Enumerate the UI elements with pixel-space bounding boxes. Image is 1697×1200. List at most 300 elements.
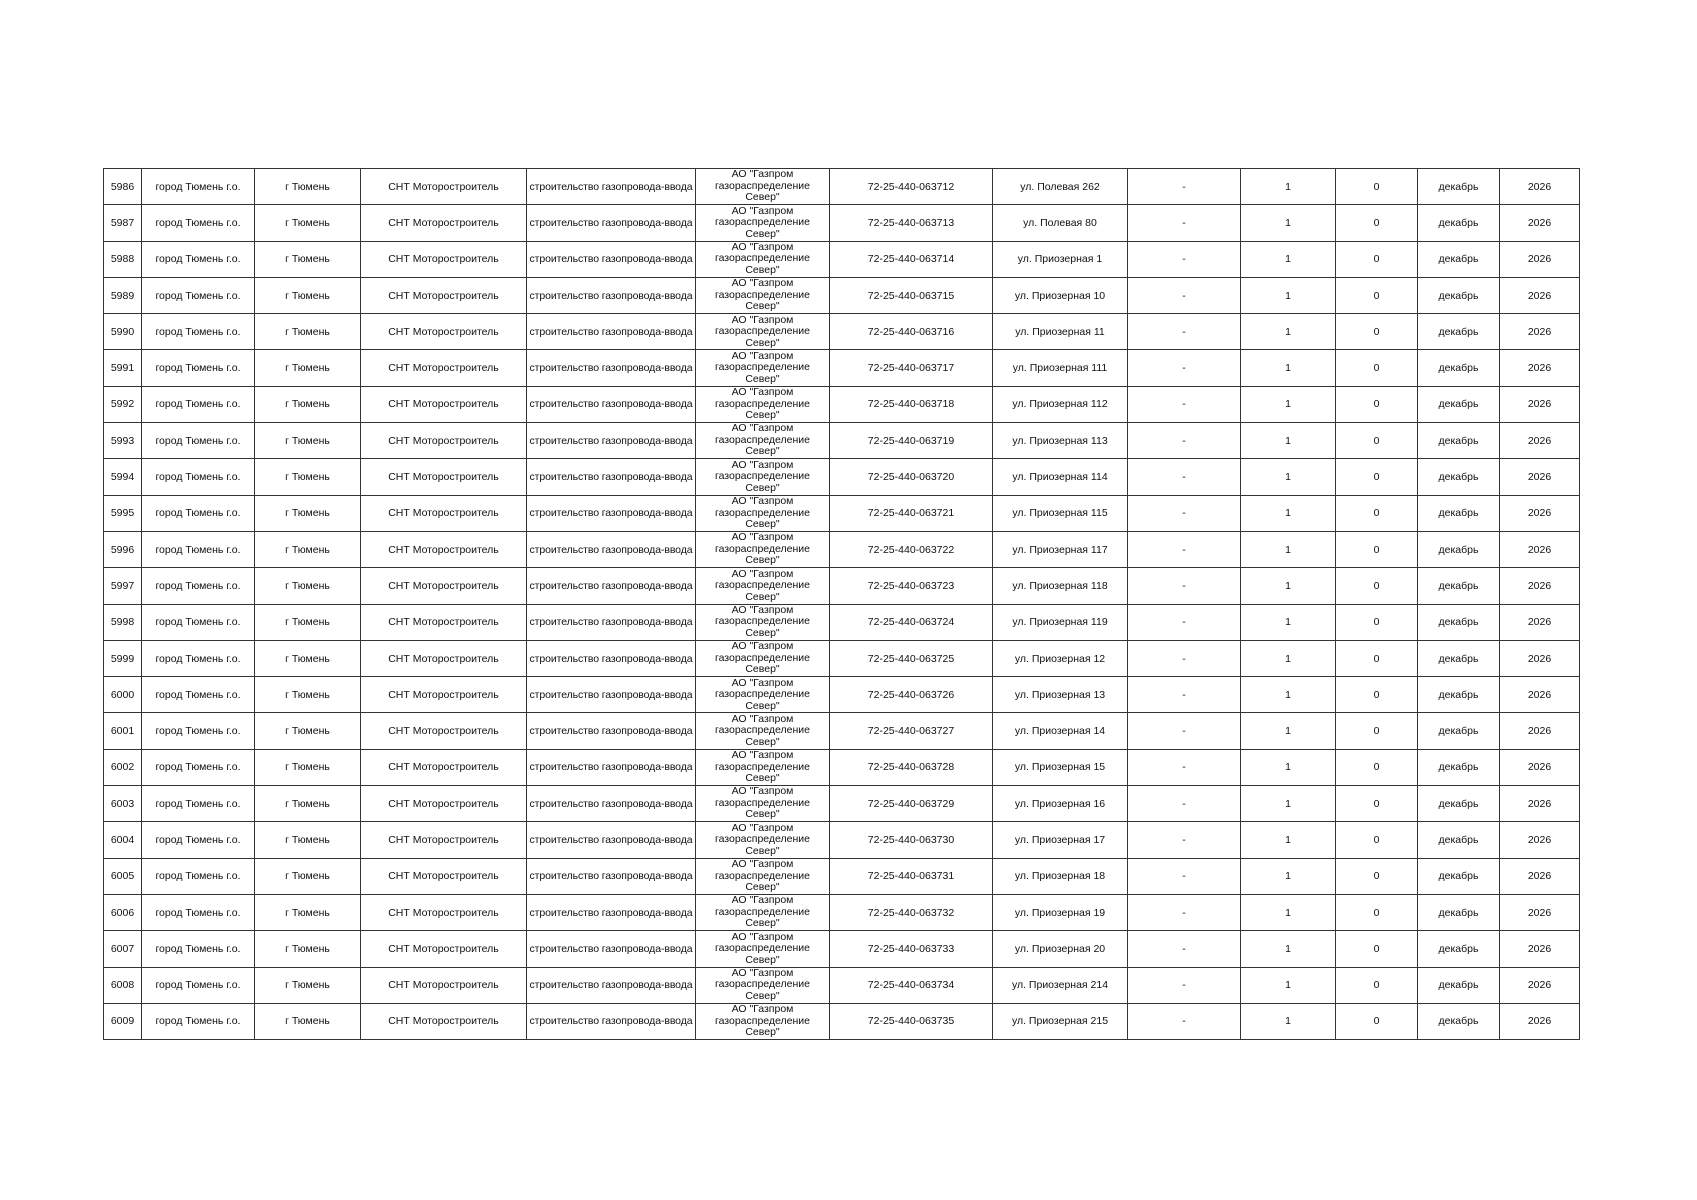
cell-work-type: строительство газопровода-ввода xyxy=(527,713,696,749)
cell-address: ул. Приозерная 14 xyxy=(993,713,1128,749)
cell-organization xyxy=(696,314,830,350)
cell-work-type: строительство газопровода-ввода xyxy=(527,241,696,277)
cell-year: 2026 xyxy=(1500,858,1580,894)
cell-settlement: СНТ Моторостроитель xyxy=(361,205,527,241)
cell-locality: г Тюмень xyxy=(255,931,361,967)
cell-cadastral-number: 72-25-440-063721 xyxy=(830,495,993,531)
table-body xyxy=(104,169,1580,1040)
cell-row-number: 6007 xyxy=(104,931,142,967)
cell-locality: г Тюмень xyxy=(255,786,361,822)
cell-zero-value: 0 xyxy=(1336,931,1418,967)
cell-month: декабрь xyxy=(1418,822,1500,858)
organization-line: газораспределение Север" xyxy=(714,216,810,240)
cell-row-number: 5992 xyxy=(104,386,142,422)
cell-work-type: строительство газопровода-ввода xyxy=(527,677,696,713)
cell-locality: г Тюмень xyxy=(255,423,361,459)
cell-organization xyxy=(696,386,830,422)
cell-work-type: строительство газопровода-ввода xyxy=(527,531,696,567)
organization-line: газораспределение Север" xyxy=(714,833,810,857)
table-row xyxy=(104,386,1580,422)
data-table xyxy=(103,168,1580,1040)
organization-line: газораспределение Север" xyxy=(714,361,810,385)
cell-dash: - xyxy=(1128,277,1241,313)
cell-year: 2026 xyxy=(1500,495,1580,531)
cell-dash: - xyxy=(1128,967,1241,1003)
cell-district: город Тюмень г.о. xyxy=(142,894,255,930)
cell-zero-value: 0 xyxy=(1336,205,1418,241)
table-row xyxy=(104,423,1580,459)
cell-cadastral-number: 72-25-440-063731 xyxy=(830,858,993,894)
cell-district: город Тюмень г.о. xyxy=(142,531,255,567)
cell-settlement: СНТ Моторостроитель xyxy=(361,640,527,676)
cell-year: 2026 xyxy=(1500,677,1580,713)
cell-quantity: 1 xyxy=(1241,568,1336,604)
table-row xyxy=(104,640,1580,676)
organization-line: АО "Газпром xyxy=(731,386,794,399)
cell-locality: г Тюмень xyxy=(255,822,361,858)
cell-address: ул. Приозерная 18 xyxy=(993,858,1128,894)
cell-year: 2026 xyxy=(1500,277,1580,313)
cell-settlement: СНТ Моторостроитель xyxy=(361,713,527,749)
cell-cadastral-number: 72-25-440-063727 xyxy=(830,713,993,749)
cell-cadastral-number: 72-25-440-063725 xyxy=(830,640,993,676)
cell-cadastral-number: 72-25-440-063733 xyxy=(830,931,993,967)
cell-row-number: 6000 xyxy=(104,677,142,713)
organization-line: газораспределение Север" xyxy=(714,179,810,204)
cell-month: декабрь xyxy=(1418,314,1500,350)
cell-quantity: 1 xyxy=(1241,640,1336,676)
cell-work-type: строительство газопровода-ввода xyxy=(527,749,696,785)
cell-row-number: 6008 xyxy=(104,967,142,1003)
cell-year: 2026 xyxy=(1500,169,1580,205)
cell-dash: - xyxy=(1128,241,1241,277)
cell-zero-value: 0 xyxy=(1336,640,1418,676)
cell-cadastral-number: 72-25-440-063712 xyxy=(830,169,993,205)
cell-dash: - xyxy=(1128,604,1241,640)
cell-zero-value: 0 xyxy=(1336,568,1418,604)
cell-month: декабрь xyxy=(1418,967,1500,1003)
table-row xyxy=(104,604,1580,640)
table-row xyxy=(104,568,1580,604)
cell-district: город Тюмень г.о. xyxy=(142,858,255,894)
cell-dash: - xyxy=(1128,677,1241,713)
cell-zero-value: 0 xyxy=(1336,858,1418,894)
cell-cadastral-number: 72-25-440-063728 xyxy=(830,749,993,785)
cell-address: ул. Приозерная 19 xyxy=(993,894,1128,930)
organization-line: газораспределение Север" xyxy=(714,433,810,458)
organization-line: газораспределение Север" xyxy=(714,252,810,276)
cell-year: 2026 xyxy=(1500,749,1580,785)
cell-month: декабрь xyxy=(1418,205,1500,241)
cell-dash: - xyxy=(1128,386,1241,422)
cell-work-type: строительство газопровода-ввода xyxy=(527,931,696,967)
cell-row-number: 5997 xyxy=(104,568,142,604)
cell-district: город Тюмень г.о. xyxy=(142,169,255,205)
cell-organization xyxy=(696,1003,830,1039)
cell-address: ул. Приозерная 17 xyxy=(993,822,1128,858)
cell-address: ул. Приозерная 215 xyxy=(993,1003,1128,1039)
cell-district: город Тюмень г.о. xyxy=(142,967,255,1003)
cell-settlement: СНТ Моторостроитель xyxy=(361,894,527,930)
cell-locality: г Тюмень xyxy=(255,459,361,495)
cell-dash: - xyxy=(1128,459,1241,495)
cell-settlement: СНТ Моторостроитель xyxy=(361,568,527,604)
cell-zero-value: 0 xyxy=(1336,495,1418,531)
table-row xyxy=(104,241,1580,277)
organization-line: газораспределение Север" xyxy=(714,288,810,313)
cell-cadastral-number: 72-25-440-063720 xyxy=(830,459,993,495)
cell-locality: г Тюмень xyxy=(255,640,361,676)
cell-zero-value: 0 xyxy=(1336,967,1418,1003)
cell-row-number: 6005 xyxy=(104,858,142,894)
organization-line: АО "Газпром xyxy=(731,821,794,834)
cell-address: ул. Приозерная 13 xyxy=(993,677,1128,713)
cell-quantity: 1 xyxy=(1241,677,1336,713)
organization-line: газораспределение Север" xyxy=(714,1014,810,1039)
cell-month: декабрь xyxy=(1418,1003,1500,1039)
organization-line: АО "Газпром xyxy=(731,531,794,544)
cell-settlement: СНТ Моторостроитель xyxy=(361,241,527,277)
cell-work-type: строительство газопровода-ввода xyxy=(527,423,696,459)
cell-zero-value: 0 xyxy=(1336,894,1418,930)
cell-zero-value: 0 xyxy=(1336,459,1418,495)
cell-year: 2026 xyxy=(1500,423,1580,459)
cell-organization xyxy=(696,967,830,1003)
cell-organization xyxy=(696,277,830,313)
cell-organization xyxy=(696,858,830,894)
cell-row-number: 5995 xyxy=(104,495,142,531)
cell-month: декабрь xyxy=(1418,677,1500,713)
cell-dash: - xyxy=(1128,640,1241,676)
cell-work-type: строительство газопровода-ввода xyxy=(527,604,696,640)
cell-quantity: 1 xyxy=(1241,713,1336,749)
cell-work-type: строительство газопровода-ввода xyxy=(527,858,696,894)
cell-month: декабрь xyxy=(1418,568,1500,604)
cell-cadastral-number: 72-25-440-063726 xyxy=(830,677,993,713)
cell-year: 2026 xyxy=(1500,205,1580,241)
cell-settlement: СНТ Моторостроитель xyxy=(361,967,527,1003)
organization-line: АО "Газпром xyxy=(731,313,794,326)
cell-work-type: строительство газопровода-ввода xyxy=(527,786,696,822)
cell-work-type: строительство газопровода-ввода xyxy=(527,568,696,604)
cell-district: город Тюмень г.о. xyxy=(142,822,255,858)
cell-settlement: СНТ Моторостроитель xyxy=(361,604,527,640)
cell-row-number: 5990 xyxy=(104,314,142,350)
cell-district: город Тюмень г.о. xyxy=(142,713,255,749)
cell-dash: - xyxy=(1128,169,1241,205)
cell-dash: - xyxy=(1128,350,1241,386)
cell-address: ул. Приозерная 119 xyxy=(993,604,1128,640)
cell-cadastral-number: 72-25-440-063715 xyxy=(830,277,993,313)
organization-line: газораспределение Север" xyxy=(714,542,810,567)
cell-month: декабрь xyxy=(1418,749,1500,785)
cell-year: 2026 xyxy=(1500,713,1580,749)
cell-year: 2026 xyxy=(1500,822,1580,858)
cell-work-type: строительство газопровода-ввода xyxy=(527,640,696,676)
cell-quantity: 1 xyxy=(1241,931,1336,967)
cell-zero-value: 0 xyxy=(1336,749,1418,785)
cell-locality: г Тюмень xyxy=(255,677,361,713)
cell-address: ул. Приозерная 20 xyxy=(993,931,1128,967)
cell-quantity: 1 xyxy=(1241,749,1336,785)
cell-organization xyxy=(696,894,830,930)
cell-dash: - xyxy=(1128,495,1241,531)
organization-line: АО "Газпром xyxy=(731,277,794,290)
organization-line: АО "Газпром xyxy=(731,241,794,253)
cell-district: город Тюмень г.о. xyxy=(142,386,255,422)
cell-month: декабрь xyxy=(1418,277,1500,313)
cell-year: 2026 xyxy=(1500,459,1580,495)
cell-zero-value: 0 xyxy=(1336,314,1418,350)
organization-line: газораспределение Север" xyxy=(714,651,810,676)
organization-line: АО "Газпром xyxy=(731,458,794,471)
cell-locality: г Тюмень xyxy=(255,205,361,241)
cell-work-type: строительство газопровода-ввода xyxy=(527,967,696,1003)
table-row xyxy=(104,1003,1580,1039)
cell-settlement: СНТ Моторостроитель xyxy=(361,786,527,822)
organization-line: АО "Газпром xyxy=(731,967,794,979)
cell-year: 2026 xyxy=(1500,786,1580,822)
organization-line: газораспределение Север" xyxy=(714,942,810,966)
cell-locality: г Тюмень xyxy=(255,531,361,567)
cell-month: декабрь xyxy=(1418,858,1500,894)
cell-organization xyxy=(696,713,830,749)
cell-settlement: СНТ Моторостроитель xyxy=(361,495,527,531)
cell-work-type: строительство газопровода-ввода xyxy=(527,350,696,386)
table-row xyxy=(104,677,1580,713)
cell-organization xyxy=(696,931,830,967)
cell-row-number: 5993 xyxy=(104,423,142,459)
cell-locality: г Тюмень xyxy=(255,495,361,531)
cell-quantity: 1 xyxy=(1241,967,1336,1003)
cell-row-number: 6004 xyxy=(104,822,142,858)
cell-address: ул. Приозерная 112 xyxy=(993,386,1128,422)
cell-quantity: 1 xyxy=(1241,858,1336,894)
organization-line: газораспределение Север" xyxy=(714,688,810,712)
cell-district: город Тюмень г.о. xyxy=(142,205,255,241)
cell-district: город Тюмень г.о. xyxy=(142,241,255,277)
cell-settlement: СНТ Моторостроитель xyxy=(361,931,527,967)
organization-line: газораспределение Север" xyxy=(714,579,810,603)
cell-work-type: строительство газопровода-ввода xyxy=(527,459,696,495)
cell-dash: - xyxy=(1128,749,1241,785)
cell-row-number: 5996 xyxy=(104,531,142,567)
cell-month: декабрь xyxy=(1418,931,1500,967)
organization-line: АО "Газпром xyxy=(731,749,794,762)
organization-line: АО "Газпром xyxy=(731,168,794,181)
organization-line: газораспределение Север" xyxy=(714,796,810,821)
cell-district: город Тюмень г.о. xyxy=(142,459,255,495)
table-row xyxy=(104,169,1580,205)
cell-month: декабрь xyxy=(1418,423,1500,459)
cell-zero-value: 0 xyxy=(1336,713,1418,749)
cell-quantity: 1 xyxy=(1241,604,1336,640)
cell-settlement: СНТ Моторостроитель xyxy=(361,350,527,386)
cell-quantity: 1 xyxy=(1241,1003,1336,1039)
cell-address: ул. Приозерная 12 xyxy=(993,640,1128,676)
cell-organization xyxy=(696,495,830,531)
organization-line: газораспределение Север" xyxy=(714,397,810,422)
cell-work-type: строительство газопровода-ввода xyxy=(527,386,696,422)
organization-line: АО "Газпром xyxy=(731,676,794,689)
cell-cadastral-number: 72-25-440-063735 xyxy=(830,1003,993,1039)
cell-address: ул. Приозерная 113 xyxy=(993,423,1128,459)
organization-line: АО "Газпром xyxy=(731,495,794,508)
cell-quantity: 1 xyxy=(1241,277,1336,313)
cell-address: ул. Приозерная 115 xyxy=(993,495,1128,531)
cell-locality: г Тюмень xyxy=(255,713,361,749)
cell-dash: - xyxy=(1128,423,1241,459)
table-row xyxy=(104,205,1580,241)
cell-settlement: СНТ Моторостроитель xyxy=(361,677,527,713)
cell-month: декабрь xyxy=(1418,495,1500,531)
organization-line: газораспределение Север" xyxy=(714,978,810,1002)
cell-row-number: 5998 xyxy=(104,604,142,640)
cell-row-number: 6006 xyxy=(104,894,142,930)
cell-settlement: СНТ Моторостроитель xyxy=(361,423,527,459)
cell-month: декабрь xyxy=(1418,350,1500,386)
cell-address: ул. Полевая 80 xyxy=(993,205,1128,241)
cell-organization xyxy=(696,786,830,822)
cell-year: 2026 xyxy=(1500,1003,1580,1039)
cell-address: ул. Полевая 262 xyxy=(993,169,1128,205)
cell-settlement: СНТ Моторостроитель xyxy=(361,822,527,858)
cell-organization xyxy=(696,568,830,604)
organization-line: АО "Газпром xyxy=(731,930,794,943)
cell-work-type: строительство газопровода-ввода xyxy=(527,894,696,930)
cell-zero-value: 0 xyxy=(1336,169,1418,205)
cell-row-number: 5988 xyxy=(104,241,142,277)
cell-cadastral-number: 72-25-440-063714 xyxy=(830,241,993,277)
cell-row-number: 5986 xyxy=(104,169,142,205)
cell-quantity: 1 xyxy=(1241,169,1336,205)
cell-quantity: 1 xyxy=(1241,386,1336,422)
cell-dash: - xyxy=(1128,314,1241,350)
cell-locality: г Тюмень xyxy=(255,894,361,930)
cell-work-type: строительство газопровода-ввода xyxy=(527,495,696,531)
cell-month: декабрь xyxy=(1418,604,1500,640)
cell-settlement: СНТ Моторостроитель xyxy=(361,749,527,785)
cell-dash: - xyxy=(1128,931,1241,967)
cell-quantity: 1 xyxy=(1241,205,1336,241)
cell-locality: г Тюмень xyxy=(255,386,361,422)
cell-month: декабрь xyxy=(1418,786,1500,822)
cell-cadastral-number: 72-25-440-063723 xyxy=(830,568,993,604)
cell-row-number: 6009 xyxy=(104,1003,142,1039)
cell-month: декабрь xyxy=(1418,386,1500,422)
cell-month: декабрь xyxy=(1418,640,1500,676)
cell-row-number: 6003 xyxy=(104,786,142,822)
cell-zero-value: 0 xyxy=(1336,1003,1418,1039)
cell-organization xyxy=(696,350,830,386)
cell-quantity: 1 xyxy=(1241,495,1336,531)
cell-district: город Тюмень г.о. xyxy=(142,350,255,386)
cell-organization xyxy=(696,205,830,241)
organization-line: АО "Газпром xyxy=(731,204,794,217)
cell-locality: г Тюмень xyxy=(255,241,361,277)
cell-row-number: 5999 xyxy=(104,640,142,676)
cell-dash: - xyxy=(1128,858,1241,894)
table-row xyxy=(104,459,1580,495)
cell-row-number: 6001 xyxy=(104,713,142,749)
cell-quantity: 1 xyxy=(1241,531,1336,567)
table-row xyxy=(104,713,1580,749)
table-row xyxy=(104,749,1580,785)
cell-cadastral-number: 72-25-440-063724 xyxy=(830,604,993,640)
cell-month: декабрь xyxy=(1418,241,1500,277)
cell-organization xyxy=(696,604,830,640)
organization-line: АО "Газпром xyxy=(731,858,794,871)
organization-line: АО "Газпром xyxy=(731,785,794,798)
cell-year: 2026 xyxy=(1500,568,1580,604)
cell-settlement: СНТ Моторостроитель xyxy=(361,169,527,205)
cell-work-type: строительство газопровода-ввода xyxy=(527,822,696,858)
organization-line: АО "Газпром xyxy=(731,640,794,653)
cell-settlement: СНТ Моторостроитель xyxy=(361,858,527,894)
cell-locality: г Тюмень xyxy=(255,604,361,640)
table-row xyxy=(104,822,1580,858)
table-row xyxy=(104,931,1580,967)
organization-line: газораспределение Север" xyxy=(714,615,810,639)
cell-organization xyxy=(696,749,830,785)
cell-cadastral-number: 72-25-440-063730 xyxy=(830,822,993,858)
cell-address: ул. Приозерная 114 xyxy=(993,459,1128,495)
cell-year: 2026 xyxy=(1500,894,1580,930)
cell-row-number: 5989 xyxy=(104,277,142,313)
organization-line: АО "Газпром xyxy=(731,894,794,907)
cell-row-number: 5991 xyxy=(104,350,142,386)
organization-line: газораспределение Север" xyxy=(714,506,810,531)
cell-locality: г Тюмень xyxy=(255,568,361,604)
cell-settlement: СНТ Моторостроитель xyxy=(361,386,527,422)
organization-line: газораспределение Север" xyxy=(714,869,810,894)
cell-cadastral-number: 72-25-440-063717 xyxy=(830,350,993,386)
cell-district: город Тюмень г.о. xyxy=(142,749,255,785)
organization-line: АО "Газпром xyxy=(731,604,794,616)
cell-year: 2026 xyxy=(1500,604,1580,640)
cell-work-type: строительство газопровода-ввода xyxy=(527,277,696,313)
cell-cadastral-number: 72-25-440-063713 xyxy=(830,205,993,241)
cell-year: 2026 xyxy=(1500,931,1580,967)
cell-work-type: строительство газопровода-ввода xyxy=(527,205,696,241)
cell-year: 2026 xyxy=(1500,241,1580,277)
organization-line: газораспределение Север" xyxy=(714,470,810,494)
cell-work-type: строительство газопровода-ввода xyxy=(527,169,696,205)
cell-month: декабрь xyxy=(1418,531,1500,567)
cell-address: ул. Приозерная 16 xyxy=(993,786,1128,822)
table-row xyxy=(104,858,1580,894)
cell-zero-value: 0 xyxy=(1336,677,1418,713)
cell-locality: г Тюмень xyxy=(255,967,361,1003)
cell-organization xyxy=(696,531,830,567)
cell-locality: г Тюмень xyxy=(255,169,361,205)
cell-zero-value: 0 xyxy=(1336,241,1418,277)
cell-year: 2026 xyxy=(1500,640,1580,676)
cell-year: 2026 xyxy=(1500,350,1580,386)
cell-work-type: строительство газопровода-ввода xyxy=(527,314,696,350)
cell-quantity: 1 xyxy=(1241,314,1336,350)
cell-address: ул. Приозерная 1 xyxy=(993,241,1128,277)
cell-zero-value: 0 xyxy=(1336,604,1418,640)
organization-line: АО "Газпром xyxy=(731,567,794,580)
cell-dash: - xyxy=(1128,713,1241,749)
organization-line: АО "Газпром xyxy=(731,349,794,362)
cell-quantity: 1 xyxy=(1241,786,1336,822)
cell-month: декабрь xyxy=(1418,169,1500,205)
cell-dash: - xyxy=(1128,531,1241,567)
cell-address: ул. Приозерная 11 xyxy=(993,314,1128,350)
cell-quantity: 1 xyxy=(1241,241,1336,277)
